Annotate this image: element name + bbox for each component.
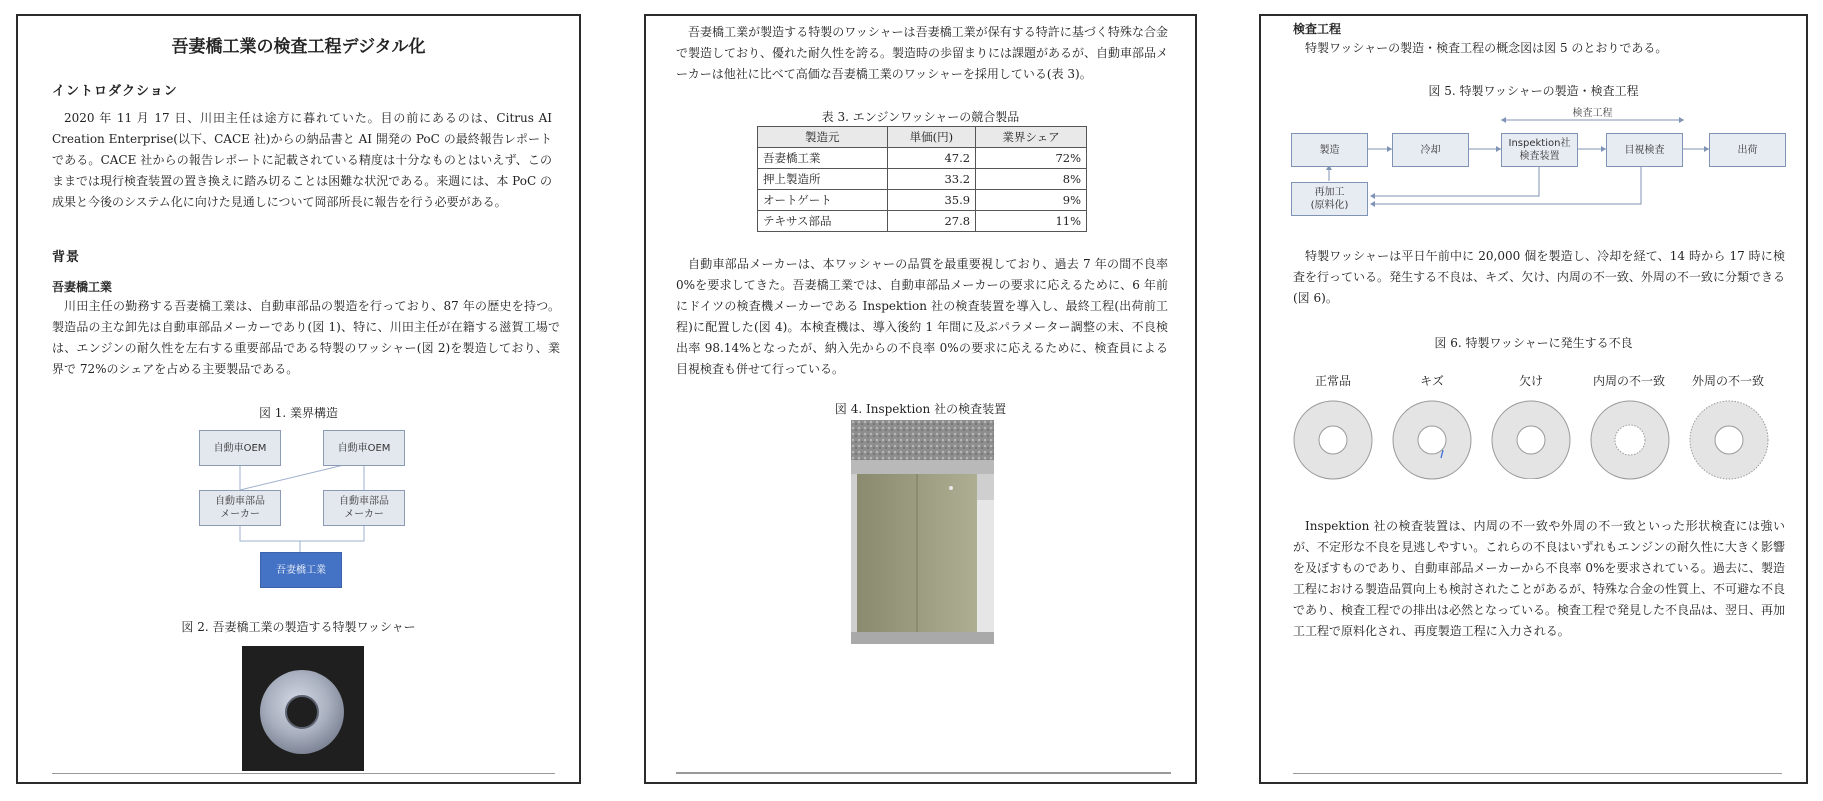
column-header: 単価(円) xyxy=(887,127,975,148)
table-cell: 8% xyxy=(976,169,1087,190)
washer-inner-mismatch xyxy=(1591,401,1669,479)
intro-paragraph: 2020 年 11 月 17 日、川田主任は途方に暮れていた。目の前にあるのは、Citrus AI Creation Enterprise(以下、CACE 社)からの納品書と AI 開発の PoC の最終報告レポートである。CACE 社からの報告レポートに記載されている精度は十分なものとはいえず、このままでは現行検査装置の置き換えに踏み切ることは困難な状況である。来週には、本 PoC の成果と今後のシステム化に向けた見通しについて岡部所長に報告を行う必要がある。 xyxy=(52,111,552,209)
fig2-caption: 図 2. 吾妻橋工業の製造する特製ワッシャー xyxy=(181,620,416,634)
fig4-caption: 図 4. Inspektion 社の検査装置 xyxy=(834,402,1007,416)
table3-caption: 表 3. エンジンワッシャーの競合製品 xyxy=(821,110,1020,124)
table-cell: 9% xyxy=(976,190,1087,211)
defect-label-inner: 内周の不一致 xyxy=(1592,374,1665,388)
fig1-caption: 図 1. 業界構造 xyxy=(258,406,339,420)
washer-normal xyxy=(1294,401,1372,479)
defect-label-normal: 正常品 xyxy=(1314,374,1351,388)
washer-outer-mismatch xyxy=(1690,401,1768,479)
table-cell: 47.2 xyxy=(887,148,975,169)
document-page-1 xyxy=(16,14,581,784)
oem-box-1: 自動車OEM xyxy=(199,430,281,466)
fig6-caption: 図 6. 特製ワッシャーに発生する不良 xyxy=(1434,336,1633,350)
step-rework: 再加工 (原料化) xyxy=(1291,182,1368,216)
defect-label-chip: 欠け xyxy=(1518,374,1543,388)
step-inspektion-machine: Inspektion社 検査装置 xyxy=(1501,133,1578,167)
page-footer-rule xyxy=(1293,773,1782,774)
table-row xyxy=(758,190,1087,211)
defect-label-outer: 外周の不一致 xyxy=(1691,374,1764,388)
table-cell: 11% xyxy=(976,211,1087,232)
fig5-caption: 図 5. 特製ワッシャーの製造・検査工程 xyxy=(1428,84,1639,98)
intro-heading: イントロダクション xyxy=(52,84,178,99)
production-paragraph: 特製ワッシャーは平日午前中に 20,000 個を製造し、冷却を経て、14 時から 17 時に検査を行っている。発生する不良は、キズ、欠け、内周の不一致、外周の不一致に分類できる(図 6)。 xyxy=(1293,249,1785,305)
page-title: 吾妻橋工業の検査工程デジタル化 xyxy=(171,37,426,57)
table-cell: 吾妻橋工業 xyxy=(758,148,888,169)
table-header-row xyxy=(758,127,1087,148)
process-intro: 特製ワッシャーの製造・検査工程の概念図は図 5 のとおりである。 xyxy=(1305,41,1668,55)
oem-box-2: 自動車OEM xyxy=(323,430,405,466)
inspection-paragraph: 自動車部品メーカーは、本ワッシャーの品質を最重要視しており、過去 7 年の間不良率 0%を要求してきた。吾妻橋工業では、自動車部品メーカーの要求に応えるために、6 年前にドイツの検査機メーカーである Inspektion 社の検査装置を導入し、最終工程(出荷前工程)に配置した(図 4)。本検査機は、導入後約 1 年間に及ぶパラメーター調整の末、不良検出率 98.14%となったが、納入先からの不良率 0%の要求に応えるために、検査員による目視検査も併せて行っている。 xyxy=(676,257,1168,376)
company-paragraph: 川田主任の勤務する吾妻橋工業は、自動車部品の製造を行っており、87 年の歴史を持つ。製造品の主な卸先は自動車部品メーカーであり(図 1)、特に、川田主任が在籍する滋賀工場では、エンジンの耐久性を左右する重要部品である特製のワッシャー(図 2)を製造しており、業界で 72%のシェアを占める主要製品である。 xyxy=(52,299,560,376)
azumabashi-box: 吾妻橋工業 xyxy=(260,552,342,588)
table-row xyxy=(758,148,1087,169)
table-cell: 押上製造所 xyxy=(758,169,888,190)
defect-label-scratch: キズ xyxy=(1420,374,1444,388)
step-manufacture: 製造 xyxy=(1291,133,1368,167)
step-cooling: 冷却 xyxy=(1392,133,1469,167)
table-row xyxy=(758,211,1087,232)
column-header: 業界シェア xyxy=(976,127,1087,148)
inspection-machine-photo xyxy=(851,420,994,644)
table-cell: 33.2 xyxy=(887,169,975,190)
patent-paragraph: 吾妻橋工業が製造する特製のワッシャーは吾妻橋工業が保有する特許に基づく特殊な合金で製造しており、優れた耐久性を誇る。製造時の歩留まりには課題があるが、自動車部品メーカーは他社に比べて高価な吾妻橋工業のワッシャーを採用している(表 3)。 xyxy=(676,25,1169,81)
inspection-bracket-label: 検査工程 xyxy=(1572,108,1613,119)
parts-maker-box-2: 自動車部品 メーカー xyxy=(323,490,405,526)
washer-scratch xyxy=(1393,401,1471,479)
table-row xyxy=(758,169,1087,190)
table-cell: テキサス部品 xyxy=(758,211,888,232)
inspection-process-heading: 検査工程 xyxy=(1293,22,1342,36)
chip-mark xyxy=(1523,479,1539,494)
competitor-table xyxy=(757,126,1087,232)
parts-maker-box-1: 自動車部品 メーカー xyxy=(199,490,281,526)
document-page-3 xyxy=(1259,14,1808,784)
table-cell: オートゲート xyxy=(758,190,888,211)
company-heading: 吾妻橋工業 xyxy=(52,280,113,294)
defect-paragraph: Inspektion 社の検査装置は、内周の不一致や外周の不一致といった形状検査には強いが、不定形な不良を見逃しやすい。これらの不良はいずれもエンジンの耐久性に大きく影響を及ぼすものであり、自動車部品メーカーから不良率 0%を要求されている。過去に、製造工程における製造品質向上も検討されたことがあるが、特殊な合金の性質上、不可避な不良であり、検査工程での排出は必然となっている。検査工程で発見した不良品は、翌日、再加工工程で原料化され、再度製造工程に入力される。 xyxy=(1293,519,1786,638)
defect-figure xyxy=(1261,16,1808,784)
table-cell: 72% xyxy=(976,148,1087,169)
column-header: 製造元 xyxy=(758,127,888,148)
step-visual-inspection: 目視検査 xyxy=(1606,133,1683,167)
table-cell: 27.8 xyxy=(887,211,975,232)
step-shipping: 出荷 xyxy=(1709,133,1786,167)
background-heading: 背景 xyxy=(52,250,81,265)
page-footer-rule xyxy=(52,773,555,774)
page-footer-rule xyxy=(676,772,1171,774)
table-cell: 35.9 xyxy=(887,190,975,211)
washer-photo xyxy=(242,646,364,771)
document-page-2 xyxy=(644,14,1197,784)
washer-chip xyxy=(1492,401,1570,479)
